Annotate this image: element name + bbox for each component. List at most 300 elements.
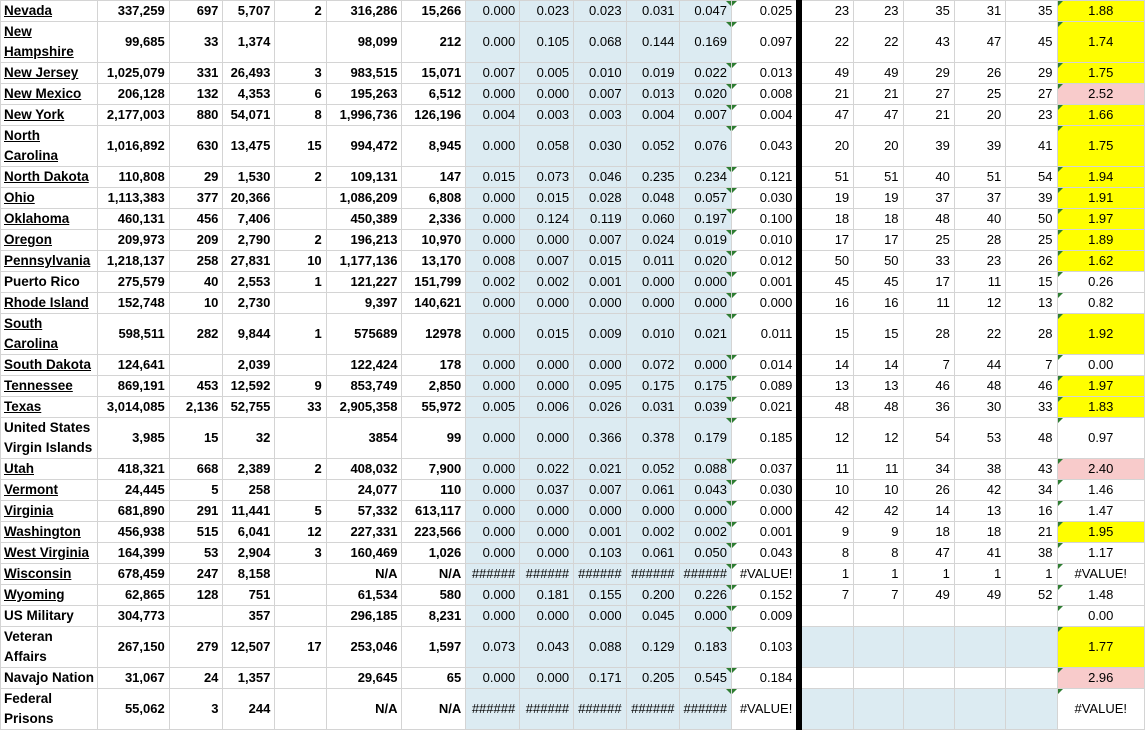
data-cell[interactable]: 0.235: [626, 167, 679, 188]
data-cell[interactable]: 25: [954, 84, 1005, 105]
data-cell[interactable]: 28: [954, 230, 1005, 251]
data-cell[interactable]: 8,158: [223, 564, 275, 585]
data-cell[interactable]: [275, 355, 326, 376]
data-cell[interactable]: 42: [799, 501, 853, 522]
data-cell[interactable]: 337,259: [97, 1, 169, 22]
data-cell[interactable]: 209,973: [97, 230, 169, 251]
data-cell[interactable]: 20,366: [223, 188, 275, 209]
data-cell[interactable]: [1057, 167, 1144, 188]
data-cell[interactable]: [903, 668, 954, 689]
data-cell[interactable]: ######: [466, 689, 520, 730]
data-cell[interactable]: 678,459: [97, 564, 169, 585]
data-cell[interactable]: 0.000: [520, 501, 574, 522]
data-cell[interactable]: 40: [954, 209, 1005, 230]
data-cell[interactable]: 0.119: [574, 209, 626, 230]
data-cell[interactable]: 37: [903, 188, 954, 209]
data-cell[interactable]: [1057, 585, 1144, 606]
row-label-cell[interactable]: Ohio: [1, 188, 98, 209]
data-cell[interactable]: 681,890: [97, 501, 169, 522]
data-cell[interactable]: 0.010: [574, 63, 626, 84]
data-cell[interactable]: 14: [903, 501, 954, 522]
data-cell[interactable]: 0.072: [626, 355, 679, 376]
data-cell[interactable]: [1057, 606, 1144, 627]
data-cell[interactable]: [1057, 564, 1144, 585]
data-cell[interactable]: 0.073: [466, 627, 520, 668]
data-cell[interactable]: 124,641: [97, 355, 169, 376]
data-cell[interactable]: 47: [799, 105, 853, 126]
data-cell[interactable]: 140,621: [402, 293, 466, 314]
data-cell[interactable]: [903, 689, 954, 730]
data-cell[interactable]: 291: [169, 501, 223, 522]
data-cell[interactable]: 0.000: [466, 501, 520, 522]
data-cell[interactable]: 0.000: [466, 188, 520, 209]
data-cell[interactable]: 0.015: [574, 251, 626, 272]
data-cell[interactable]: [679, 397, 731, 418]
data-cell[interactable]: 15: [854, 314, 903, 355]
data-cell[interactable]: 209: [169, 230, 223, 251]
data-cell[interactable]: 0.000: [626, 272, 679, 293]
data-cell[interactable]: 0.000: [466, 293, 520, 314]
data-cell[interactable]: 13: [954, 501, 1005, 522]
data-cell[interactable]: 0.068: [574, 22, 626, 63]
data-cell[interactable]: [679, 627, 731, 668]
data-cell[interactable]: 0.008: [466, 251, 520, 272]
data-cell[interactable]: 0.000: [466, 22, 520, 63]
row-label-cell[interactable]: New Hampshire: [1, 22, 98, 63]
data-cell[interactable]: [954, 689, 1005, 730]
data-cell[interactable]: 49: [903, 585, 954, 606]
data-cell[interactable]: 21: [1006, 522, 1057, 543]
data-cell[interactable]: 195,263: [326, 84, 402, 105]
data-cell[interactable]: 0.015: [466, 167, 520, 188]
data-cell[interactable]: 1: [275, 272, 326, 293]
data-cell[interactable]: [1057, 126, 1144, 167]
data-cell[interactable]: 2,336: [402, 209, 466, 230]
data-cell[interactable]: 0.023: [520, 1, 574, 22]
data-cell[interactable]: 0.024: [626, 230, 679, 251]
data-cell[interactable]: 0.021: [574, 459, 626, 480]
data-cell[interactable]: [1057, 543, 1144, 564]
data-cell[interactable]: [731, 22, 799, 63]
data-cell[interactable]: 98,099: [326, 22, 402, 63]
row-label-cell[interactable]: Tennessee: [1, 376, 98, 397]
data-cell[interactable]: [954, 606, 1005, 627]
data-cell[interactable]: N/A: [326, 564, 402, 585]
data-cell[interactable]: [731, 1, 799, 22]
data-cell[interactable]: 0.048: [626, 188, 679, 209]
data-cell[interactable]: 43: [903, 22, 954, 63]
data-cell[interactable]: 178: [402, 355, 466, 376]
data-cell[interactable]: [854, 689, 903, 730]
data-cell[interactable]: [731, 167, 799, 188]
data-cell[interactable]: 1,177,136: [326, 251, 402, 272]
data-cell[interactable]: 121,227: [326, 272, 402, 293]
data-cell[interactable]: 11,441: [223, 501, 275, 522]
data-cell[interactable]: 15,266: [402, 1, 466, 22]
data-cell[interactable]: 0.000: [520, 668, 574, 689]
data-cell[interactable]: 24: [169, 668, 223, 689]
data-cell[interactable]: 57,332: [326, 501, 402, 522]
data-cell[interactable]: 65: [402, 668, 466, 689]
data-cell[interactable]: 0.043: [520, 627, 574, 668]
data-cell[interactable]: 25: [1006, 230, 1057, 251]
data-cell[interactable]: 0.000: [466, 459, 520, 480]
data-cell[interactable]: [1057, 251, 1144, 272]
data-cell[interactable]: 52,755: [223, 397, 275, 418]
data-cell[interactable]: 5,707: [223, 1, 275, 22]
data-cell[interactable]: [275, 606, 326, 627]
row-label-cell[interactable]: Vermont: [1, 480, 98, 501]
data-cell[interactable]: 408,032: [326, 459, 402, 480]
data-cell[interactable]: [954, 668, 1005, 689]
data-cell[interactable]: 6: [275, 84, 326, 105]
data-cell[interactable]: 880: [169, 105, 223, 126]
data-cell[interactable]: 26: [903, 480, 954, 501]
data-cell[interactable]: 164,399: [97, 543, 169, 564]
data-cell[interactable]: 2: [275, 230, 326, 251]
data-cell[interactable]: [731, 689, 799, 730]
data-cell[interactable]: [1057, 627, 1144, 668]
data-cell[interactable]: 13,170: [402, 251, 466, 272]
data-cell[interactable]: [1057, 105, 1144, 126]
data-cell[interactable]: 23: [799, 1, 853, 22]
data-cell[interactable]: 99,685: [97, 22, 169, 63]
data-cell[interactable]: 2,904: [223, 543, 275, 564]
data-cell[interactable]: 0.031: [626, 1, 679, 22]
data-cell[interactable]: [169, 606, 223, 627]
data-cell[interactable]: 0.015: [520, 188, 574, 209]
data-cell[interactable]: 0.013: [626, 84, 679, 105]
data-cell[interactable]: [731, 522, 799, 543]
data-cell[interactable]: 38: [1006, 543, 1057, 564]
data-cell[interactable]: 7,900: [402, 459, 466, 480]
data-cell[interactable]: 9: [275, 376, 326, 397]
data-cell[interactable]: 0.000: [466, 230, 520, 251]
data-cell[interactable]: ######: [520, 564, 574, 585]
data-cell[interactable]: 12: [799, 418, 853, 459]
data-cell[interactable]: 43: [1006, 459, 1057, 480]
data-cell[interactable]: 0.060: [626, 209, 679, 230]
row-label-cell[interactable]: South Dakota: [1, 355, 98, 376]
data-cell[interactable]: 36: [903, 397, 954, 418]
data-cell[interactable]: 1,996,736: [326, 105, 402, 126]
data-cell[interactable]: 0.000: [520, 606, 574, 627]
data-cell[interactable]: [1057, 84, 1144, 105]
data-cell[interactable]: 27,831: [223, 251, 275, 272]
data-cell[interactable]: 253,046: [326, 627, 402, 668]
data-cell[interactable]: 13,475: [223, 126, 275, 167]
data-cell[interactable]: 7: [799, 585, 853, 606]
data-cell[interactable]: 0.000: [520, 543, 574, 564]
data-cell[interactable]: 0.011: [626, 251, 679, 272]
data-cell[interactable]: 0.000: [466, 84, 520, 105]
data-cell[interactable]: [1057, 272, 1144, 293]
data-cell[interactable]: 33: [903, 251, 954, 272]
data-cell[interactable]: 61,534: [326, 585, 402, 606]
data-cell[interactable]: [731, 251, 799, 272]
data-cell[interactable]: [1057, 314, 1144, 355]
data-cell[interactable]: [731, 397, 799, 418]
data-cell[interactable]: 1,026: [402, 543, 466, 564]
row-label-cell[interactable]: New Jersey: [1, 63, 98, 84]
data-cell[interactable]: 41: [954, 543, 1005, 564]
data-cell[interactable]: [275, 188, 326, 209]
data-cell[interactable]: 9: [854, 522, 903, 543]
data-cell[interactable]: [1057, 188, 1144, 209]
data-cell[interactable]: 15: [799, 314, 853, 355]
data-cell[interactable]: [1057, 230, 1144, 251]
data-cell[interactable]: [679, 230, 731, 251]
data-cell[interactable]: [799, 627, 853, 668]
data-cell[interactable]: 48: [903, 209, 954, 230]
data-cell[interactable]: 247: [169, 564, 223, 585]
data-cell[interactable]: 0.000: [466, 543, 520, 564]
data-cell[interactable]: [1057, 22, 1144, 63]
data-cell[interactable]: [679, 606, 731, 627]
data-cell[interactable]: 33: [275, 397, 326, 418]
data-cell[interactable]: 0.095: [574, 376, 626, 397]
data-cell[interactable]: [1006, 627, 1057, 668]
data-cell[interactable]: [679, 501, 731, 522]
data-cell[interactable]: 151,799: [402, 272, 466, 293]
data-cell[interactable]: 0.181: [520, 585, 574, 606]
data-cell[interactable]: 2: [275, 1, 326, 22]
data-cell[interactable]: 12: [954, 293, 1005, 314]
data-cell[interactable]: 0.000: [574, 606, 626, 627]
data-cell[interactable]: 0.000: [466, 126, 520, 167]
data-cell[interactable]: 0.000: [574, 293, 626, 314]
data-cell[interactable]: 668: [169, 459, 223, 480]
data-cell[interactable]: 16: [854, 293, 903, 314]
data-cell[interactable]: 26: [1006, 251, 1057, 272]
data-cell[interactable]: 0.088: [574, 627, 626, 668]
row-label-cell[interactable]: Veteran Affairs: [1, 627, 98, 668]
data-cell[interactable]: 25: [903, 230, 954, 251]
data-cell[interactable]: 0.000: [466, 606, 520, 627]
data-cell[interactable]: 0.171: [574, 668, 626, 689]
data-cell[interactable]: 983,515: [326, 63, 402, 84]
row-label-cell[interactable]: Puerto Rico: [1, 272, 98, 293]
data-cell[interactable]: 52: [1006, 585, 1057, 606]
data-cell[interactable]: 51: [954, 167, 1005, 188]
data-cell[interactable]: 27: [1006, 84, 1057, 105]
data-cell[interactable]: 0.000: [466, 209, 520, 230]
data-cell[interactable]: 1: [275, 314, 326, 355]
data-cell[interactable]: N/A: [326, 689, 402, 730]
data-cell[interactable]: 1: [799, 564, 853, 585]
data-cell[interactable]: [731, 126, 799, 167]
data-cell[interactable]: 30: [954, 397, 1005, 418]
data-cell[interactable]: 51: [854, 167, 903, 188]
data-cell[interactable]: 22: [854, 22, 903, 63]
data-cell[interactable]: 853,749: [326, 376, 402, 397]
data-cell[interactable]: 18: [954, 522, 1005, 543]
data-cell[interactable]: 47: [903, 543, 954, 564]
data-cell[interactable]: [679, 63, 731, 84]
data-cell[interactable]: 0.002: [626, 522, 679, 543]
data-cell[interactable]: N/A: [402, 564, 466, 585]
data-cell[interactable]: 19: [799, 188, 853, 209]
data-cell[interactable]: 456,938: [97, 522, 169, 543]
data-cell[interactable]: 0.000: [520, 376, 574, 397]
data-cell[interactable]: 223,566: [402, 522, 466, 543]
row-label-cell[interactable]: New York: [1, 105, 98, 126]
data-cell[interactable]: [679, 480, 731, 501]
data-cell[interactable]: 697: [169, 1, 223, 22]
data-cell[interactable]: 357: [223, 606, 275, 627]
data-cell[interactable]: 37: [954, 188, 1005, 209]
data-cell[interactable]: 32: [223, 418, 275, 459]
data-cell[interactable]: 598,511: [97, 314, 169, 355]
data-cell[interactable]: 160,469: [326, 543, 402, 564]
data-cell[interactable]: 7: [854, 585, 903, 606]
data-cell[interactable]: 15: [275, 126, 326, 167]
data-cell[interactable]: 13: [1006, 293, 1057, 314]
data-cell[interactable]: 110,808: [97, 167, 169, 188]
data-cell[interactable]: 0.007: [574, 480, 626, 501]
data-cell[interactable]: 0.366: [574, 418, 626, 459]
data-cell[interactable]: 0.000: [520, 84, 574, 105]
data-cell[interactable]: [1057, 501, 1144, 522]
data-cell[interactable]: 456: [169, 209, 223, 230]
data-cell[interactable]: 45: [799, 272, 853, 293]
data-cell[interactable]: 0.005: [520, 63, 574, 84]
data-cell[interactable]: 0.001: [574, 272, 626, 293]
data-cell[interactable]: 0.000: [520, 418, 574, 459]
data-cell[interactable]: 24,445: [97, 480, 169, 501]
data-cell[interactable]: 13: [799, 376, 853, 397]
data-cell[interactable]: 3: [275, 63, 326, 84]
data-cell[interactable]: 8,945: [402, 126, 466, 167]
data-cell[interactable]: 279: [169, 627, 223, 668]
data-cell[interactable]: 26: [954, 63, 1005, 84]
data-cell[interactable]: 3,014,085: [97, 397, 169, 418]
data-cell[interactable]: 0.028: [574, 188, 626, 209]
data-cell[interactable]: 16: [799, 293, 853, 314]
data-cell[interactable]: 0.000: [466, 1, 520, 22]
data-cell[interactable]: [275, 668, 326, 689]
data-cell[interactable]: [679, 689, 731, 730]
data-cell[interactable]: [679, 585, 731, 606]
data-cell[interactable]: 0.000: [520, 355, 574, 376]
data-cell[interactable]: N/A: [402, 689, 466, 730]
data-cell[interactable]: 0.061: [626, 543, 679, 564]
data-cell[interactable]: [1057, 459, 1144, 480]
data-cell[interactable]: [1006, 668, 1057, 689]
data-cell[interactable]: 2,039: [223, 355, 275, 376]
data-cell[interactable]: 28: [903, 314, 954, 355]
data-cell[interactable]: 23: [954, 251, 1005, 272]
data-cell[interactable]: 3: [275, 543, 326, 564]
data-cell[interactable]: 46: [903, 376, 954, 397]
data-cell[interactable]: 0.058: [520, 126, 574, 167]
data-cell[interactable]: 34: [903, 459, 954, 480]
row-label-cell[interactable]: Oklahoma: [1, 209, 98, 230]
data-cell[interactable]: 17: [275, 627, 326, 668]
data-cell[interactable]: [731, 105, 799, 126]
data-cell[interactable]: 0.000: [466, 522, 520, 543]
data-cell[interactable]: 1: [954, 564, 1005, 585]
data-cell[interactable]: 45: [854, 272, 903, 293]
data-cell[interactable]: 45: [1006, 22, 1057, 63]
row-label-cell[interactable]: Wyoming: [1, 585, 98, 606]
data-cell[interactable]: 1,086,209: [326, 188, 402, 209]
data-cell[interactable]: [275, 689, 326, 730]
data-cell[interactable]: 14: [854, 355, 903, 376]
data-cell[interactable]: [799, 606, 853, 627]
data-cell[interactable]: 0.022: [520, 459, 574, 480]
data-cell[interactable]: 48: [799, 397, 853, 418]
data-cell[interactable]: 0.000: [626, 293, 679, 314]
data-cell[interactable]: [731, 543, 799, 564]
data-cell[interactable]: 575689: [326, 314, 402, 355]
data-cell[interactable]: [731, 209, 799, 230]
data-cell[interactable]: 24,077: [326, 480, 402, 501]
data-cell[interactable]: 21: [903, 105, 954, 126]
data-cell[interactable]: 196,213: [326, 230, 402, 251]
data-cell[interactable]: [679, 22, 731, 63]
data-cell[interactable]: 18: [799, 209, 853, 230]
data-cell[interactable]: 26,493: [223, 63, 275, 84]
data-cell[interactable]: 46: [1006, 376, 1057, 397]
data-cell[interactable]: 9,844: [223, 314, 275, 355]
data-cell[interactable]: 0.000: [626, 501, 679, 522]
data-cell[interactable]: 0.004: [626, 105, 679, 126]
data-cell[interactable]: [1057, 293, 1144, 314]
data-cell[interactable]: [799, 668, 853, 689]
data-cell[interactable]: [731, 293, 799, 314]
data-cell[interactable]: [1057, 355, 1144, 376]
data-cell[interactable]: 15: [1006, 272, 1057, 293]
row-label-cell[interactable]: United States Virgin Islands: [1, 418, 98, 459]
data-cell[interactable]: 3854: [326, 418, 402, 459]
data-cell[interactable]: 1,218,137: [97, 251, 169, 272]
data-cell[interactable]: [679, 564, 731, 585]
row-label-cell[interactable]: Nevada: [1, 1, 98, 22]
data-cell[interactable]: [679, 459, 731, 480]
data-cell[interactable]: 3,985: [97, 418, 169, 459]
data-cell[interactable]: 258: [223, 480, 275, 501]
data-cell[interactable]: [731, 63, 799, 84]
data-cell[interactable]: 23: [854, 1, 903, 22]
data-cell[interactable]: 29: [903, 63, 954, 84]
data-cell[interactable]: 206,128: [97, 84, 169, 105]
data-cell[interactable]: ######: [626, 689, 679, 730]
data-cell[interactable]: 0.010: [626, 314, 679, 355]
data-cell[interactable]: 0.046: [574, 167, 626, 188]
data-cell[interactable]: [679, 1, 731, 22]
data-cell[interactable]: [731, 668, 799, 689]
data-cell[interactable]: 2: [275, 459, 326, 480]
data-cell[interactable]: 0.052: [626, 459, 679, 480]
data-cell[interactable]: 304,773: [97, 606, 169, 627]
data-cell[interactable]: 18: [854, 209, 903, 230]
data-cell[interactable]: 8: [799, 543, 853, 564]
data-cell[interactable]: [679, 376, 731, 397]
data-cell[interactable]: 2,553: [223, 272, 275, 293]
data-cell[interactable]: 47: [954, 22, 1005, 63]
data-cell[interactable]: [679, 167, 731, 188]
data-cell[interactable]: 0.000: [520, 230, 574, 251]
data-cell[interactable]: 0.004: [466, 105, 520, 126]
data-cell[interactable]: 14: [799, 355, 853, 376]
data-cell[interactable]: [1057, 480, 1144, 501]
data-cell[interactable]: 0.144: [626, 22, 679, 63]
data-cell[interactable]: [903, 606, 954, 627]
data-cell[interactable]: 0.030: [574, 126, 626, 167]
data-cell[interactable]: 0.129: [626, 627, 679, 668]
data-cell[interactable]: 22: [799, 22, 853, 63]
